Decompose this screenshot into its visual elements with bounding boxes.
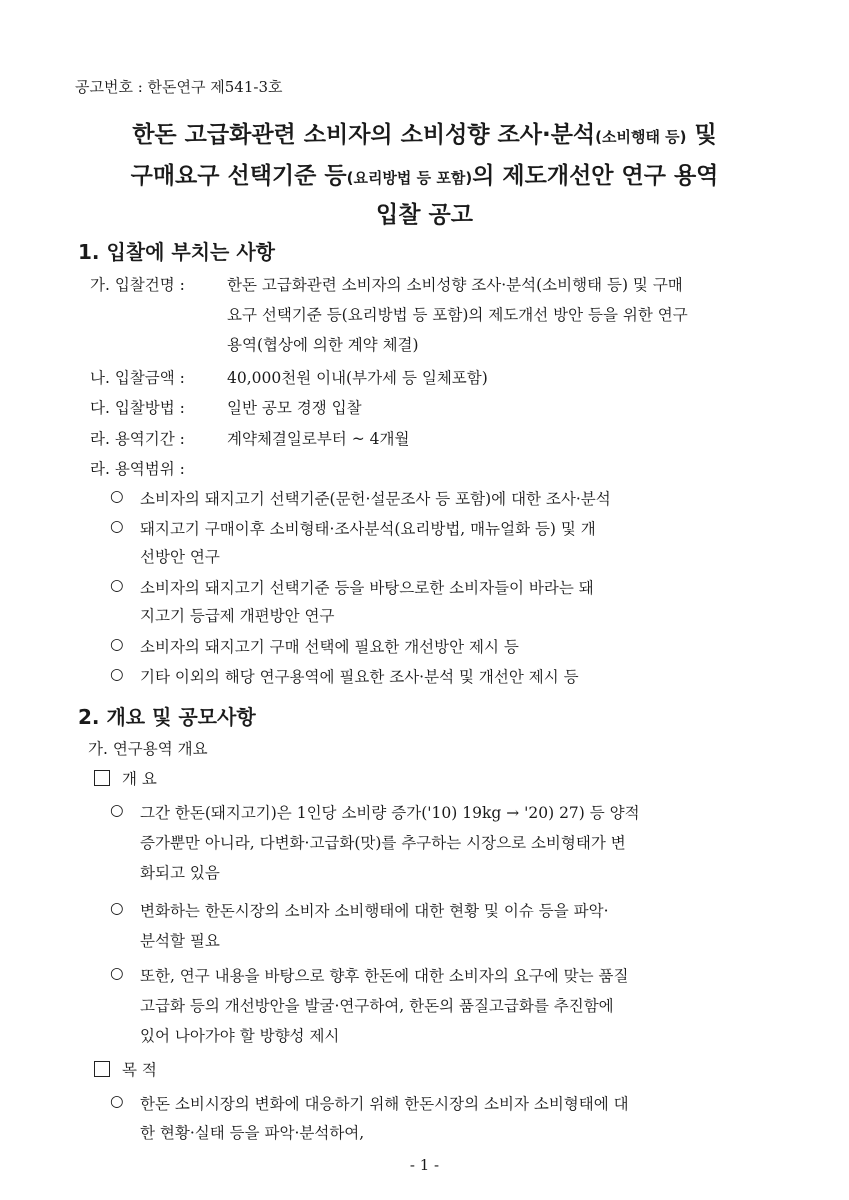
section-2-heading: 2. 개요 및 공모사항 [78, 705, 256, 729]
overview-line: 그간 한돈(돼지고기)은 1인당 소비량 증가('10) 19kg → '20) 27) 등 양적 [140, 804, 640, 822]
overview-line: 고급화 등의 개선방안을 발굴·연구하여, 한돈의 품질고급화를 추진함에 [140, 997, 614, 1015]
square-box-icon [94, 770, 110, 786]
overview-line: 분석할 필요 [140, 932, 220, 950]
notice-number: 공고번호 : 한돈연구 제541-3호 [75, 78, 283, 96]
overview-line: 화되고 있음 [140, 864, 220, 882]
title-line2-end: 의 제도개선안 연구 용역 [472, 163, 719, 189]
bullet-icon: ○ [110, 1092, 124, 1110]
overview-box-label: 개 요 [122, 770, 157, 788]
item-label-scope: 라. 용역범위 : [90, 460, 185, 478]
purpose-box-heading [94, 1058, 157, 1080]
scope-line: 소비자의 돼지고기 선택기준 등을 바탕으로한 소비자들이 바라는 돼 [140, 579, 594, 597]
item-value-line: 한돈 고급화관련 소비자의 소비성향 조사·분석(소비행태 등) 및 구매 [227, 276, 683, 294]
title-line2-main: 구매요구 선택기준 등 [130, 163, 347, 189]
item-value-line: 일반 공모 경쟁 입찰 [227, 399, 362, 417]
item-label-period: 라. 용역기간 : [90, 430, 185, 448]
scope-line: 돼지고기 구매이후 소비형태·조사분석(요리방법, 매뉴얼화 등) 및 개 [140, 520, 596, 538]
bullet-icon: ○ [110, 899, 124, 917]
bullet-icon: ○ [110, 517, 124, 535]
scope-line: 지고기 등급제 개편방안 연구 [140, 607, 335, 625]
item-value-line: 요구 선택기준 등(요리방법 등 포함)의 제도개선 방안 등을 위한 연구 [227, 306, 688, 324]
item-label-title: 가. 입찰건명 : [90, 276, 185, 294]
scope-line: 소비자의 돼지고기 구매 선택에 필요한 개선방안 제시 등 [140, 638, 519, 656]
item-label-method: 다. 입찰방법 : [90, 399, 185, 417]
item-label-amount: 나. 입찰금액 : [90, 369, 185, 387]
bullet-icon: ○ [110, 964, 124, 982]
title-line-1 [60, 116, 789, 149]
scope-line: 소비자의 돼지고기 선택기준(문헌·설문조사 등 포함)에 대한 조사·분석 [140, 490, 611, 508]
bullet-icon: ○ [110, 665, 124, 683]
title-line-3: 입찰 공고 [376, 202, 473, 228]
overview-line: 증가뿐만 아니라, 다변화·고급화(맛)를 추구하는 시장으로 소비형태가 변 [140, 834, 626, 852]
overview-line: 변화하는 한돈시장의 소비자 소비행태에 대한 현황 및 이슈 등을 파악· [140, 902, 609, 920]
overview-box-heading [94, 767, 157, 789]
item-value-line: 계약체결일로부터 ~ 4개월 [227, 430, 410, 448]
scope-line: 기타 이외의 해당 연구용역에 필요한 조사·분석 및 개선안 제시 등 [140, 668, 579, 686]
scope-line: 선방안 연구 [140, 548, 220, 566]
bullet-icon: ○ [110, 801, 124, 819]
overview-line: 있어 나아가야 할 방향성 제시 [140, 1027, 340, 1045]
bullet-icon: ○ [110, 635, 124, 653]
square-box-icon [94, 1061, 110, 1077]
title-line2-small: (요리방법 등 포함) [346, 169, 473, 187]
title-line1-end: 및 [686, 122, 717, 148]
bullet-icon: ○ [110, 576, 124, 594]
purpose-line: 한돈 소비시장의 변화에 대응하기 위해 한돈시장의 소비자 소비형태에 대 [140, 1095, 629, 1113]
title-line1-small: (소비행태 등) [595, 128, 687, 146]
title-line1-main: 한돈 고급화관련 소비자의 소비성향 조사·분석 [132, 122, 596, 148]
item-value-line: 40,000천원 이내(부가세 등 일체포함) [227, 369, 488, 387]
bullet-icon: ○ [110, 487, 124, 505]
section-2-subheading: 가. 연구용역 개요 [88, 740, 208, 758]
overview-line: 또한, 연구 내용을 바탕으로 향후 한돈에 대한 소비자의 요구에 맞는 품질 [140, 967, 629, 985]
purpose-box-label: 목 적 [122, 1061, 157, 1079]
purpose-line: 한 현황·실태 등을 파악·분석하여, [140, 1124, 365, 1142]
item-value-line: 용역(협상에 의한 계약 체결) [227, 336, 419, 354]
page-number: - 1 - [409, 1156, 440, 1174]
title-line-2 [60, 157, 789, 190]
section-1-heading: 1. 입찰에 부치는 사항 [78, 240, 275, 264]
